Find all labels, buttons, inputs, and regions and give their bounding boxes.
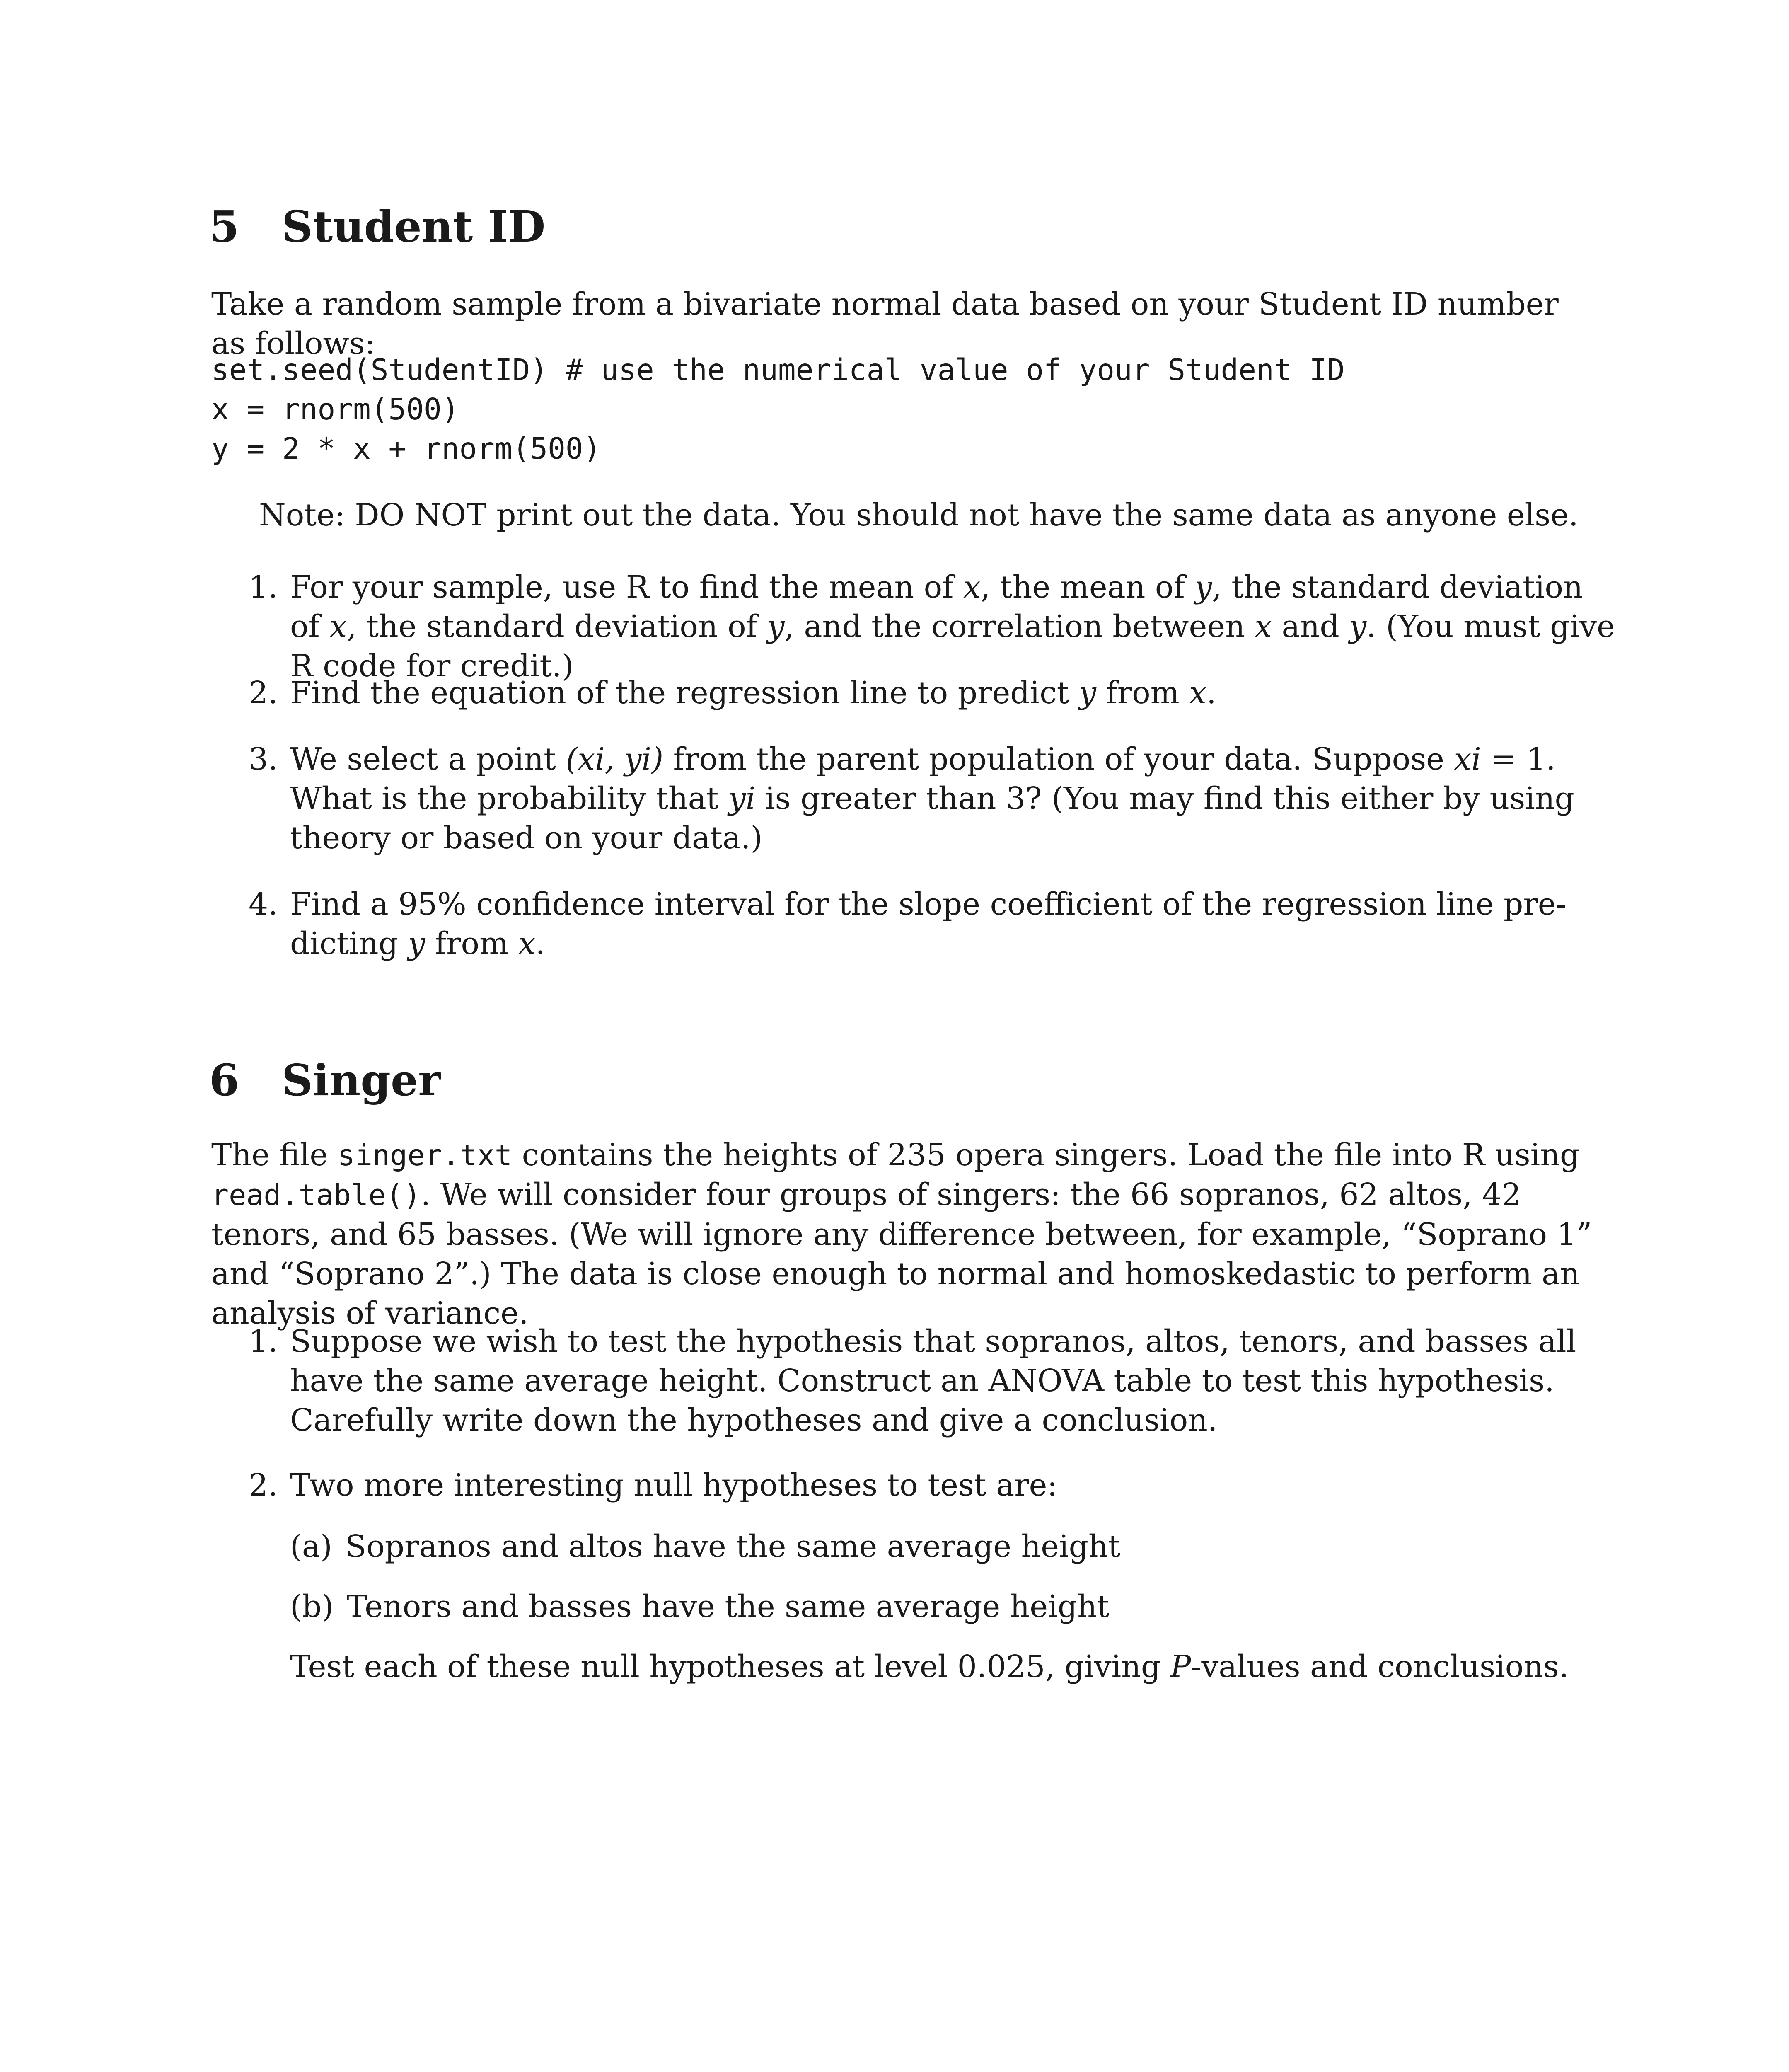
list-item <box>249 1322 1616 1440</box>
subitem-label: (b) <box>290 1589 334 1624</box>
code-line: set.seed(StudentID) # use the numerical value of your Student ID <box>211 353 1345 387</box>
item-label: 2. <box>249 1467 278 1503</box>
subitem-label: (a) <box>290 1529 332 1564</box>
section-title: Student ID <box>282 201 546 252</box>
item-text: Two more interesting null hypotheses to test are: <box>290 1467 1058 1503</box>
list-item <box>249 740 1616 858</box>
sub-list-item <box>290 1527 1616 1566</box>
item-text: Find the equation of the regression line to predict y from x. <box>290 675 1216 711</box>
item-text: Find a 95% confidence interval for the slope coefficient of the regression line pre-dicting y from x. <box>290 886 1567 961</box>
item-label: 4. <box>249 886 278 922</box>
note: Note: DO NOT print out the data. You should not have the same data as anyone else. <box>259 497 1579 533</box>
item-text: For your sample, use R to find the mean of x, the mean of y, the standard deviation of x, the standard deviation of y, and the correlation between x and y. (You must give R code for credit.) <box>290 569 1615 684</box>
list-item <box>249 1466 1616 1505</box>
section-number: 6 <box>209 1055 239 1106</box>
item-label: 3. <box>249 741 278 777</box>
item-text: We select a point (xi, yi) from the parent population of your data. Suppose xi = 1. What is the probability that yi is greater than 3? (You may find this either by using theory or based on your data.) <box>290 741 1574 856</box>
section-title: Singer <box>282 1055 441 1106</box>
code-line: x = rnorm(500) <box>211 392 459 426</box>
list-item <box>249 673 1616 713</box>
closing-text: Test each of these null hypotheses at level 0.025, giving P-values and conclusions. <box>290 1649 1569 1685</box>
subitem-text: Sopranos and altos have the same average height <box>345 1529 1121 1564</box>
list-item <box>249 568 1616 686</box>
item-label: 1. <box>249 1324 278 1359</box>
item-label: 2. <box>249 675 278 711</box>
sub-list-item <box>290 1587 1616 1627</box>
code-block <box>211 350 1345 468</box>
list-item <box>249 885 1616 963</box>
section-5-intro: Take a random sample from a bivariate normal data based on your Student ID number as follows: <box>211 286 1559 361</box>
section-5-heading <box>209 202 545 252</box>
section-6-intro: The file singer.txt contains the heights of 235 opera singers. Load the file into R using read.table(). We will consider four groups of singers: the 66 sopranos, 62 altos, 42 tenors, and 65 basses. (We will ignore any difference between, for example, “Soprano 1” and “Soprano 2”.) The data is close enough to normal and homoskedastic to perform an analysis of variance. <box>211 1137 1592 1331</box>
section-6-heading <box>209 1055 441 1105</box>
subitem-text: Tenors and basses have the same average height <box>346 1589 1110 1624</box>
section-number: 5 <box>209 201 239 252</box>
item-text: Suppose we wish to test the hypothesis that sopranos, altos, tenors, and basses all have the same average height. Construct an ANOVA table to test this hypothesis. Carefully write down the hypotheses and give a conclusion. <box>290 1324 1576 1438</box>
item-label: 1. <box>249 569 278 605</box>
code-line: y = 2 * x + rnorm(500) <box>211 431 601 466</box>
